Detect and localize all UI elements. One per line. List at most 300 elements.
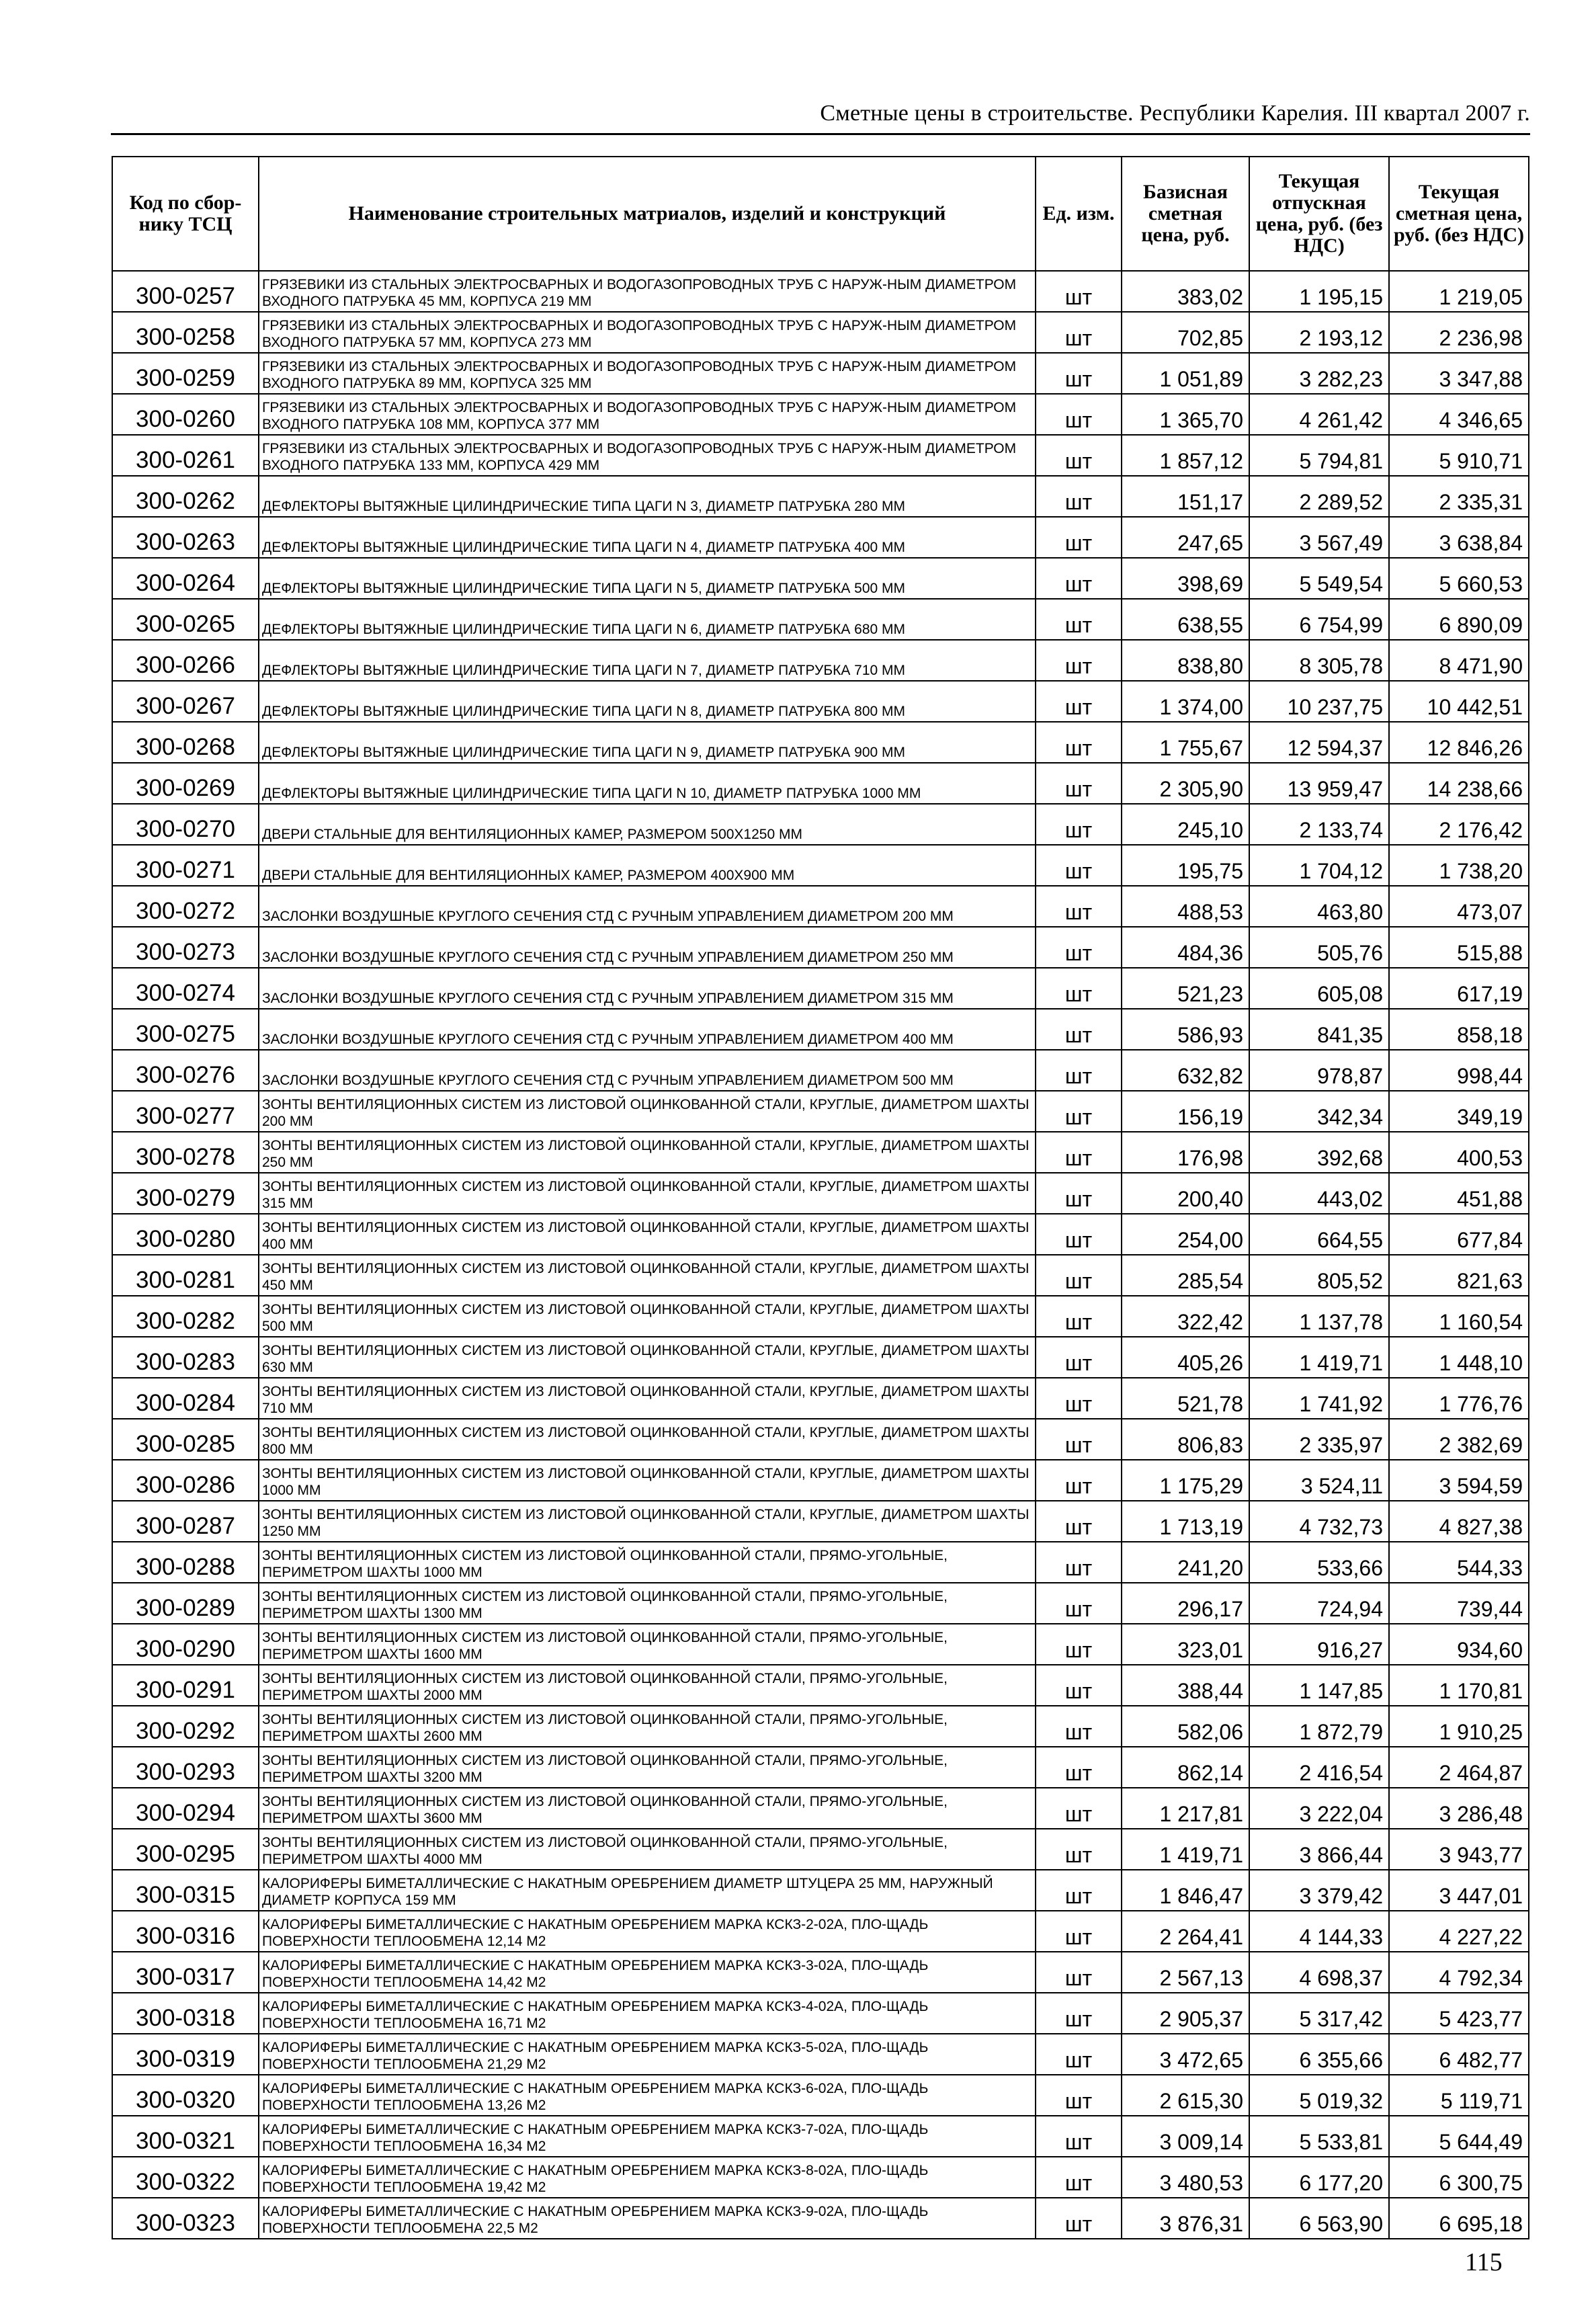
table-row	[112, 517, 1529, 558]
row-base-price: 383,02	[1122, 271, 1249, 312]
row-unit: шт	[1036, 435, 1122, 476]
row-estimate-price: 6 482,77	[1389, 2034, 1529, 2075]
row-base-price: 151,17	[1122, 476, 1249, 517]
row-unit: шт	[1036, 681, 1122, 722]
row-code: 300-0263	[112, 517, 259, 558]
row-name: ЗОНТЫ ВЕНТИЛЯЦИОННЫХ СИСТЕМ ИЗ ЛИСТОВОЙ ОЦИНКОВАННОЙ СТАЛИ, ПРЯМО-УГОЛЬНЫЕ, ПЕРИМЕТРОМ ШАХТЫ 2000 ММ	[259, 1665, 1036, 1706]
row-code: 300-0322	[112, 2157, 259, 2198]
row-release-price: 2 416,54	[1249, 1747, 1389, 1788]
row-release-price: 1 195,15	[1249, 271, 1389, 312]
row-name: ЗОНТЫ ВЕНТИЛЯЦИОННЫХ СИСТЕМ ИЗ ЛИСТОВОЙ ОЦИНКОВАННОЙ СТАЛИ, КРУГЛЫЕ, ДИАМЕТРОМ ШАХТЫ 1000 ММ	[259, 1460, 1036, 1501]
row-release-price: 10 237,75	[1249, 681, 1389, 722]
row-estimate-price: 6 300,75	[1389, 2157, 1529, 2198]
row-name: ГРЯЗЕВИКИ ИЗ СТАЛЬНЫХ ЭЛЕКТРОСВАРНЫХ И ВОДОГАЗОПРОВОДНЫХ ТРУБ С НАРУЖ-НЫМ ДИАМЕТРОМ ВХОДНОГО ПАТРУБКА 108 ММ, КОРПУСА 377 ММ	[259, 394, 1036, 435]
row-code: 300-0272	[112, 886, 259, 927]
row-unit: шт	[1036, 599, 1122, 640]
row-code: 300-0278	[112, 1132, 259, 1173]
table-row	[112, 1501, 1529, 1542]
row-base-price: 484,36	[1122, 927, 1249, 968]
row-base-price: 254,00	[1122, 1214, 1249, 1255]
row-estimate-price: 677,84	[1389, 1214, 1529, 1255]
row-name: ДЕФЛЕКТОРЫ ВЫТЯЖНЫЕ ЦИЛИНДРИЧЕСКИЕ ТИПА ЦАГИ N 9, ДИАМЕТР ПАТРУБКА 900 ММ	[259, 722, 1036, 763]
row-release-price: 2 133,74	[1249, 804, 1389, 845]
row-name: ЗОНТЫ ВЕНТИЛЯЦИОННЫХ СИСТЕМ ИЗ ЛИСТОВОЙ ОЦИНКОВАННОЙ СТАЛИ, КРУГЛЫЕ, ДИАМЕТРОМ ШАХТЫ 710 ММ	[259, 1378, 1036, 1419]
row-base-price: 488,53	[1122, 886, 1249, 927]
row-code: 300-0276	[112, 1050, 259, 1091]
row-release-price: 6 754,99	[1249, 599, 1389, 640]
row-name: КАЛОРИФЕРЫ БИМЕТАЛЛИЧЕСКИЕ С НАКАТНЫМ ОРЕБРЕНИЕМ МАРКА КСКЗ-5-02А, ПЛО-ЩАДЬ ПОВЕРХНОСТИ ТЕПЛООБМЕНА 21,29 М2	[259, 2034, 1036, 2075]
row-estimate-price: 1 170,81	[1389, 1665, 1529, 1706]
row-code: 300-0273	[112, 927, 259, 968]
row-release-price: 1 137,78	[1249, 1296, 1389, 1337]
row-release-price: 6 563,90	[1249, 2198, 1389, 2239]
row-code: 300-0316	[112, 1911, 259, 1952]
row-unit: шт	[1036, 1583, 1122, 1624]
row-base-price: 296,17	[1122, 1583, 1249, 1624]
col-header-current-estimate-price: Текущая сметная цена, руб. (без НДС)	[1389, 157, 1529, 271]
row-name: ЗОНТЫ ВЕНТИЛЯЦИОННЫХ СИСТЕМ ИЗ ЛИСТОВОЙ ОЦИНКОВАННОЙ СТАЛИ, КРУГЛЫЕ, ДИАМЕТРОМ ШАХТЫ 400 ММ	[259, 1214, 1036, 1255]
col-header-current-release-price: Текущая отпускная цена, руб. (без НДС)	[1249, 157, 1389, 271]
row-base-price: 838,80	[1122, 640, 1249, 681]
row-unit: шт	[1036, 2034, 1122, 2075]
table-row	[112, 1870, 1529, 1911]
row-base-price: 322,42	[1122, 1296, 1249, 1337]
row-release-price: 443,02	[1249, 1173, 1389, 1214]
table-body	[112, 271, 1529, 2239]
table-row	[112, 1132, 1529, 1173]
table-row	[112, 2075, 1529, 2116]
row-base-price: 1 857,12	[1122, 435, 1249, 476]
row-unit: шт	[1036, 1624, 1122, 1665]
row-release-price: 5 533,81	[1249, 2116, 1389, 2157]
table-row	[112, 2157, 1529, 2198]
row-base-price: 176,98	[1122, 1132, 1249, 1173]
row-code: 300-0291	[112, 1665, 259, 1706]
row-base-price: 2 567,13	[1122, 1952, 1249, 1993]
row-release-price: 463,80	[1249, 886, 1389, 927]
row-estimate-price: 934,60	[1389, 1624, 1529, 1665]
row-estimate-price: 14 238,66	[1389, 763, 1529, 804]
row-release-price: 4 144,33	[1249, 1911, 1389, 1952]
row-unit: шт	[1036, 1829, 1122, 1870]
row-release-price: 3 866,44	[1249, 1829, 1389, 1870]
row-release-price: 841,35	[1249, 1009, 1389, 1050]
col-header-name: Наименование строительных матриалов, изделий и конструкций	[259, 157, 1036, 271]
row-release-price: 3 379,42	[1249, 1870, 1389, 1911]
row-release-price: 1 741,92	[1249, 1378, 1389, 1419]
row-estimate-price: 3 638,84	[1389, 517, 1529, 558]
row-name: КАЛОРИФЕРЫ БИМЕТАЛЛИЧЕСКИЕ С НАКАТНЫМ ОРЕБРЕНИЕМ МАРКА КСКЗ-6-02А, ПЛО-ЩАДЬ ПОВЕРХНОСТИ ТЕПЛООБМЕНА 13,26 М2	[259, 2075, 1036, 2116]
row-estimate-price: 998,44	[1389, 1050, 1529, 1091]
row-base-price: 3 472,65	[1122, 2034, 1249, 2075]
row-base-price: 2 615,30	[1122, 2075, 1249, 2116]
row-estimate-price: 5 423,77	[1389, 1993, 1529, 2034]
row-name: ЗОНТЫ ВЕНТИЛЯЦИОННЫХ СИСТЕМ ИЗ ЛИСТОВОЙ ОЦИНКОВАННОЙ СТАЛИ, КРУГЛЫЕ, ДИАМЕТРОМ ШАХТЫ 200 ММ	[259, 1091, 1036, 1132]
row-unit: шт	[1036, 968, 1122, 1009]
row-estimate-price: 544,33	[1389, 1542, 1529, 1583]
row-base-price: 632,82	[1122, 1050, 1249, 1091]
table-row	[112, 2116, 1529, 2157]
row-unit: шт	[1036, 1747, 1122, 1788]
row-code: 300-0264	[112, 558, 259, 599]
row-unit: шт	[1036, 804, 1122, 845]
row-base-price: 1 846,47	[1122, 1870, 1249, 1911]
row-name: КАЛОРИФЕРЫ БИМЕТАЛЛИЧЕСКИЕ С НАКАТНЫМ ОРЕБРЕНИЕМ МАРКА КСКЗ-7-02А, ПЛО-ЩАДЬ ПОВЕРХНОСТИ ТЕПЛООБМЕНА 16,34 М2	[259, 2116, 1036, 2157]
row-code: 300-0286	[112, 1460, 259, 1501]
row-code: 300-0268	[112, 722, 259, 763]
table-row	[112, 1419, 1529, 1460]
row-base-price: 3 009,14	[1122, 2116, 1249, 2157]
row-code: 300-0267	[112, 681, 259, 722]
table-row	[112, 1214, 1529, 1255]
row-release-price: 4 732,73	[1249, 1501, 1389, 1542]
table-row	[112, 1091, 1529, 1132]
row-base-price: 195,75	[1122, 845, 1249, 886]
row-name: ЗОНТЫ ВЕНТИЛЯЦИОННЫХ СИСТЕМ ИЗ ЛИСТОВОЙ ОЦИНКОВАННОЙ СТАЛИ, ПРЯМО-УГОЛЬНЫЕ, ПЕРИМЕТРОМ ШАХТЫ 3600 ММ	[259, 1788, 1036, 1829]
row-unit: шт	[1036, 353, 1122, 394]
row-unit: шт	[1036, 1460, 1122, 1501]
row-base-price: 1 419,71	[1122, 1829, 1249, 1870]
page-number: 115	[1465, 2248, 1503, 2276]
row-base-price: 582,06	[1122, 1706, 1249, 1747]
row-name: ЗОНТЫ ВЕНТИЛЯЦИОННЫХ СИСТЕМ ИЗ ЛИСТОВОЙ ОЦИНКОВАННОЙ СТАЛИ, ПРЯМО-УГОЛЬНЫЕ, ПЕРИМЕТРОМ ШАХТЫ 1600 ММ	[259, 1624, 1036, 1665]
row-unit: шт	[1036, 1255, 1122, 1296]
table-row	[112, 558, 1529, 599]
row-unit: шт	[1036, 1050, 1122, 1091]
row-estimate-price: 1 448,10	[1389, 1337, 1529, 1378]
row-name: ЗАСЛОНКИ ВОЗДУШНЫЕ КРУГЛОГО СЕЧЕНИЯ СТД С РУЧНЫМ УПРАВЛЕНИЕМ ДИАМЕТРОМ 400 ММ	[259, 1009, 1036, 1050]
row-estimate-price: 1 776,76	[1389, 1378, 1529, 1419]
col-header-code: Код по сбор-нику ТСЦ	[112, 157, 259, 271]
row-name: ДЕФЛЕКТОРЫ ВЫТЯЖНЫЕ ЦИЛИНДРИЧЕСКИЕ ТИПА ЦАГИ N 3, ДИАМЕТР ПАТРУБКА 280 ММ	[259, 476, 1036, 517]
row-base-price: 586,93	[1122, 1009, 1249, 1050]
table-row	[112, 1050, 1529, 1091]
row-release-price: 392,68	[1249, 1132, 1389, 1173]
row-name: КАЛОРИФЕРЫ БИМЕТАЛЛИЧЕСКИЕ С НАКАТНЫМ ОРЕБРЕНИЕМ МАРКА КСКЗ-2-02А, ПЛО-ЩАДЬ ПОВЕРХНОСТИ ТЕПЛООБМЕНА 12,14 М2	[259, 1911, 1036, 1952]
row-base-price: 1 365,70	[1122, 394, 1249, 435]
row-base-price: 1 374,00	[1122, 681, 1249, 722]
row-estimate-price: 349,19	[1389, 1091, 1529, 1132]
row-name: ЗОНТЫ ВЕНТИЛЯЦИОННЫХ СИСТЕМ ИЗ ЛИСТОВОЙ ОЦИНКОВАННОЙ СТАЛИ, ПРЯМО-УГОЛЬНЫЕ, ПЕРИМЕТРОМ ШАХТЫ 2600 ММ	[259, 1706, 1036, 1747]
row-name: КАЛОРИФЕРЫ БИМЕТАЛЛИЧЕСКИЕ С НАКАТНЫМ ОРЕБРЕНИЕМ МАРКА КСКЗ-8-02А, ПЛО-ЩАДЬ ПОВЕРХНОСТИ ТЕПЛООБМЕНА 19,42 М2	[259, 2157, 1036, 2198]
price-table	[112, 156, 1529, 2239]
row-name: КАЛОРИФЕРЫ БИМЕТАЛЛИЧЕСКИЕ С НАКАТНЫМ ОРЕБРЕНИЕМ ДИАМЕТР ШТУЦЕРА 25 ММ, НАРУЖНЫЙ ДИАМЕТР КОРПУСА 159 ММ	[259, 1870, 1036, 1911]
row-name: ГРЯЗЕВИКИ ИЗ СТАЛЬНЫХ ЭЛЕКТРОСВАРНЫХ И ВОДОГАЗОПРОВОДНЫХ ТРУБ С НАРУЖ-НЫМ ДИАМЕТРОМ ВХОДНОГО ПАТРУБКА 45 ММ, КОРПУСА 219 ММ	[259, 271, 1036, 312]
row-base-price: 405,26	[1122, 1337, 1249, 1378]
table-row	[112, 1706, 1529, 1747]
row-name: ЗОНТЫ ВЕНТИЛЯЦИОННЫХ СИСТЕМ ИЗ ЛИСТОВОЙ ОЦИНКОВАННОЙ СТАЛИ, КРУГЛЫЕ, ДИАМЕТРОМ ШАХТЫ 630 ММ	[259, 1337, 1036, 1378]
row-unit: шт	[1036, 1378, 1122, 1419]
row-name: ДЕФЛЕКТОРЫ ВЫТЯЖНЫЕ ЦИЛИНДРИЧЕСКИЕ ТИПА ЦАГИ N 10, ДИАМЕТР ПАТРУБКА 1000 ММ	[259, 763, 1036, 804]
row-name: ЗАСЛОНКИ ВОЗДУШНЫЕ КРУГЛОГО СЕЧЕНИЯ СТД С РУЧНЫМ УПРАВЛЕНИЕМ ДИАМЕТРОМ 250 ММ	[259, 927, 1036, 968]
table-row	[112, 804, 1529, 845]
row-base-price: 702,85	[1122, 312, 1249, 353]
row-base-price: 3 480,53	[1122, 2157, 1249, 2198]
row-base-price: 247,65	[1122, 517, 1249, 558]
row-code: 300-0287	[112, 1501, 259, 1542]
row-name: ГРЯЗЕВИКИ ИЗ СТАЛЬНЫХ ЭЛЕКТРОСВАРНЫХ И ВОДОГАЗОПРОВОДНЫХ ТРУБ С НАРУЖ-НЫМ ДИАМЕТРОМ ВХОДНОГО ПАТРУБКА 133 ММ, КОРПУСА 429 ММ	[259, 435, 1036, 476]
row-code: 300-0259	[112, 353, 259, 394]
row-code: 300-0258	[112, 312, 259, 353]
row-code: 300-0285	[112, 1419, 259, 1460]
table-row	[112, 1337, 1529, 1378]
row-code: 300-0261	[112, 435, 259, 476]
row-estimate-price: 5 910,71	[1389, 435, 1529, 476]
header-row	[112, 157, 1529, 271]
row-unit: шт	[1036, 1173, 1122, 1214]
row-unit: шт	[1036, 1419, 1122, 1460]
row-code: 300-0270	[112, 804, 259, 845]
row-name: ДВЕРИ СТАЛЬНЫЕ ДЛЯ ВЕНТИЛЯЦИОННЫХ КАМЕР, РАЗМЕРОМ 400Х900 ММ	[259, 845, 1036, 886]
row-estimate-price: 4 827,38	[1389, 1501, 1529, 1542]
row-code: 300-0257	[112, 271, 259, 312]
row-unit: шт	[1036, 763, 1122, 804]
row-code: 300-0266	[112, 640, 259, 681]
table-row	[112, 1993, 1529, 2034]
row-release-price: 3 524,11	[1249, 1460, 1389, 1501]
row-code: 300-0260	[112, 394, 259, 435]
row-unit: шт	[1036, 886, 1122, 927]
row-unit: шт	[1036, 558, 1122, 599]
row-base-price: 521,23	[1122, 968, 1249, 1009]
row-unit: шт	[1036, 517, 1122, 558]
row-base-price: 2 905,37	[1122, 1993, 1249, 2034]
row-unit: шт	[1036, 2157, 1122, 2198]
row-code: 300-0282	[112, 1296, 259, 1337]
row-estimate-price: 3 286,48	[1389, 1788, 1529, 1829]
row-name: ЗОНТЫ ВЕНТИЛЯЦИОННЫХ СИСТЕМ ИЗ ЛИСТОВОЙ ОЦИНКОВАННОЙ СТАЛИ, КРУГЛЫЕ, ДИАМЕТРОМ ШАХТЫ 1250 ММ	[259, 1501, 1036, 1542]
table-row	[112, 640, 1529, 681]
row-name: КАЛОРИФЕРЫ БИМЕТАЛЛИЧЕСКИЕ С НАКАТНЫМ ОРЕБРЕНИЕМ МАРКА КСКЗ-4-02А, ПЛО-ЩАДЬ ПОВЕРХНОСТИ ТЕПЛООБМЕНА 16,71 М2	[259, 1993, 1036, 2034]
row-unit: шт	[1036, 1542, 1122, 1583]
row-code: 300-0271	[112, 845, 259, 886]
table-row	[112, 1255, 1529, 1296]
row-estimate-price: 10 442,51	[1389, 681, 1529, 722]
row-release-price: 6 177,20	[1249, 2157, 1389, 2198]
row-base-price: 1 175,29	[1122, 1460, 1249, 1501]
row-base-price: 245,10	[1122, 804, 1249, 845]
row-release-price: 12 594,37	[1249, 722, 1389, 763]
row-base-price: 398,69	[1122, 558, 1249, 599]
row-name: ГРЯЗЕВИКИ ИЗ СТАЛЬНЫХ ЭЛЕКТРОСВАРНЫХ И ВОДОГАЗОПРОВОДНЫХ ТРУБ С НАРУЖ-НЫМ ДИАМЕТРОМ ВХОДНОГО ПАТРУБКА 89 ММ, КОРПУСА 325 ММ	[259, 353, 1036, 394]
table-row	[112, 1829, 1529, 1870]
row-estimate-price: 2 335,31	[1389, 476, 1529, 517]
row-code: 300-0317	[112, 1952, 259, 1993]
row-estimate-price: 5 660,53	[1389, 558, 1529, 599]
row-base-price: 285,54	[1122, 1255, 1249, 1296]
col-header-unit: Ед. изм.	[1036, 157, 1122, 271]
row-unit: шт	[1036, 1870, 1122, 1911]
row-name: ЗАСЛОНКИ ВОЗДУШНЫЕ КРУГЛОГО СЕЧЕНИЯ СТД С РУЧНЫМ УПРАВЛЕНИЕМ ДИАМЕТРОМ 500 ММ	[259, 1050, 1036, 1091]
row-code: 300-0292	[112, 1706, 259, 1747]
row-name: ЗОНТЫ ВЕНТИЛЯЦИОННЫХ СИСТЕМ ИЗ ЛИСТОВОЙ ОЦИНКОВАННОЙ СТАЛИ, КРУГЛЫЕ, ДИАМЕТРОМ ШАХТЫ 315 ММ	[259, 1173, 1036, 1214]
row-release-price: 533,66	[1249, 1542, 1389, 1583]
table-row	[112, 763, 1529, 804]
table-row	[112, 1665, 1529, 1706]
row-unit: шт	[1036, 1911, 1122, 1952]
row-name: ЗОНТЫ ВЕНТИЛЯЦИОННЫХ СИСТЕМ ИЗ ЛИСТОВОЙ ОЦИНКОВАННОЙ СТАЛИ, ПРЯМО-УГОЛЬНЫЕ, ПЕРИМЕТРОМ ШАХТЫ 3200 ММ	[259, 1747, 1036, 1788]
row-estimate-price: 617,19	[1389, 968, 1529, 1009]
row-unit: шт	[1036, 1009, 1122, 1050]
row-estimate-price: 3 594,59	[1389, 1460, 1529, 1501]
row-estimate-price: 821,63	[1389, 1255, 1529, 1296]
row-unit: шт	[1036, 1952, 1122, 1993]
row-unit: шт	[1036, 476, 1122, 517]
row-release-price: 2 193,12	[1249, 312, 1389, 353]
row-release-price: 916,27	[1249, 1624, 1389, 1665]
row-estimate-price: 6 695,18	[1389, 2198, 1529, 2239]
running-header: Сметные цены в строительстве. Республики Карелия. III квартал 2007 г.	[820, 101, 1530, 126]
row-estimate-price: 1 738,20	[1389, 845, 1529, 886]
row-name: ДВЕРИ СТАЛЬНЫЕ ДЛЯ ВЕНТИЛЯЦИОННЫХ КАМЕР, РАЗМЕРОМ 500Х1250 ММ	[259, 804, 1036, 845]
row-code: 300-0279	[112, 1173, 259, 1214]
row-estimate-price: 2 236,98	[1389, 312, 1529, 353]
table-row	[112, 1296, 1529, 1337]
row-estimate-price: 4 792,34	[1389, 1952, 1529, 1993]
row-release-price: 978,87	[1249, 1050, 1389, 1091]
row-name: ДЕФЛЕКТОРЫ ВЫТЯЖНЫЕ ЦИЛИНДРИЧЕСКИЕ ТИПА ЦАГИ N 7, ДИАМЕТР ПАТРУБКА 710 ММ	[259, 640, 1036, 681]
row-base-price: 241,20	[1122, 1542, 1249, 1583]
table-row	[112, 1952, 1529, 1993]
row-unit: шт	[1036, 1296, 1122, 1337]
row-unit: шт	[1036, 2116, 1122, 2157]
row-release-price: 2 289,52	[1249, 476, 1389, 517]
row-unit: шт	[1036, 2075, 1122, 2116]
row-release-price: 505,76	[1249, 927, 1389, 968]
row-estimate-price: 4 227,22	[1389, 1911, 1529, 1952]
row-estimate-price: 2 464,87	[1389, 1747, 1529, 1788]
row-unit: шт	[1036, 640, 1122, 681]
row-name: ЗОНТЫ ВЕНТИЛЯЦИОННЫХ СИСТЕМ ИЗ ЛИСТОВОЙ ОЦИНКОВАННОЙ СТАЛИ, КРУГЛЫЕ, ДИАМЕТРОМ ШАХТЫ 800 ММ	[259, 1419, 1036, 1460]
row-unit: шт	[1036, 1993, 1122, 2034]
row-base-price: 2 305,90	[1122, 763, 1249, 804]
row-estimate-price: 5 644,49	[1389, 2116, 1529, 2157]
table-row	[112, 1583, 1529, 1624]
row-release-price: 3 282,23	[1249, 353, 1389, 394]
row-estimate-price: 400,53	[1389, 1132, 1529, 1173]
row-code: 300-0290	[112, 1624, 259, 1665]
table-row	[112, 927, 1529, 968]
row-code: 300-0281	[112, 1255, 259, 1296]
table-row	[112, 1542, 1529, 1583]
row-name: ЗОНТЫ ВЕНТИЛЯЦИОННЫХ СИСТЕМ ИЗ ЛИСТОВОЙ ОЦИНКОВАННОЙ СТАЛИ, ПРЯМО-УГОЛЬНЫЕ, ПЕРИМЕТРОМ ШАХТЫ 4000 ММ	[259, 1829, 1036, 1870]
row-estimate-price: 739,44	[1389, 1583, 1529, 1624]
row-base-price: 862,14	[1122, 1747, 1249, 1788]
row-unit: шт	[1036, 312, 1122, 353]
row-code: 300-0288	[112, 1542, 259, 1583]
row-base-price: 200,40	[1122, 1173, 1249, 1214]
row-code: 300-0277	[112, 1091, 259, 1132]
row-release-price: 3 567,49	[1249, 517, 1389, 558]
row-release-price: 1 872,79	[1249, 1706, 1389, 1747]
row-unit: шт	[1036, 2198, 1122, 2239]
row-release-price: 1 419,71	[1249, 1337, 1389, 1378]
row-release-price: 2 335,97	[1249, 1419, 1389, 1460]
row-unit: шт	[1036, 927, 1122, 968]
row-base-price: 1 713,19	[1122, 1501, 1249, 1542]
row-release-price: 6 355,66	[1249, 2034, 1389, 2075]
row-code: 300-0283	[112, 1337, 259, 1378]
table-row	[112, 435, 1529, 476]
row-code: 300-0262	[112, 476, 259, 517]
row-release-price: 605,08	[1249, 968, 1389, 1009]
row-name: ДЕФЛЕКТОРЫ ВЫТЯЖНЫЕ ЦИЛИНДРИЧЕСКИЕ ТИПА ЦАГИ N 6, ДИАМЕТР ПАТРУБКА 680 ММ	[259, 599, 1036, 640]
row-estimate-price: 5 119,71	[1389, 2075, 1529, 2116]
row-unit: шт	[1036, 1706, 1122, 1747]
row-unit: шт	[1036, 1788, 1122, 1829]
row-code: 300-0269	[112, 763, 259, 804]
row-release-price: 5 019,32	[1249, 2075, 1389, 2116]
row-release-price: 342,34	[1249, 1091, 1389, 1132]
table-row	[112, 312, 1529, 353]
row-release-price: 8 305,78	[1249, 640, 1389, 681]
table-row	[112, 599, 1529, 640]
table-row	[112, 1911, 1529, 1952]
row-code: 300-0284	[112, 1378, 259, 1419]
table-header	[112, 157, 1529, 271]
table-row	[112, 394, 1529, 435]
row-estimate-price: 8 471,90	[1389, 640, 1529, 681]
row-release-price: 5 549,54	[1249, 558, 1389, 599]
table-row	[112, 476, 1529, 517]
table-row	[112, 271, 1529, 312]
header-divider	[111, 133, 1530, 135]
row-name: ДЕФЛЕКТОРЫ ВЫТЯЖНЫЕ ЦИЛИНДРИЧЕСКИЕ ТИПА ЦАГИ N 8, ДИАМЕТР ПАТРУБКА 800 ММ	[259, 681, 1036, 722]
row-name: ЗАСЛОНКИ ВОЗДУШНЫЕ КРУГЛОГО СЕЧЕНИЯ СТД С РУЧНЫМ УПРАВЛЕНИЕМ ДИАМЕТРОМ 200 ММ	[259, 886, 1036, 927]
table-row	[112, 886, 1529, 927]
row-unit: шт	[1036, 1501, 1122, 1542]
row-unit: шт	[1036, 1091, 1122, 1132]
row-estimate-price: 3 447,01	[1389, 1870, 1529, 1911]
row-name: ГРЯЗЕВИКИ ИЗ СТАЛЬНЫХ ЭЛЕКТРОСВАРНЫХ И ВОДОГАЗОПРОВОДНЫХ ТРУБ С НАРУЖ-НЫМ ДИАМЕТРОМ ВХОДНОГО ПАТРУБКА 57 ММ, КОРПУСА 273 ММ	[259, 312, 1036, 353]
table-row	[112, 2034, 1529, 2075]
row-base-price: 806,83	[1122, 1419, 1249, 1460]
row-name: ЗОНТЫ ВЕНТИЛЯЦИОННЫХ СИСТЕМ ИЗ ЛИСТОВОЙ ОЦИНКОВАННОЙ СТАЛИ, ПРЯМО-УГОЛЬНЫЕ, ПЕРИМЕТРОМ ШАХТЫ 1000 ММ	[259, 1542, 1036, 1583]
col-header-base-price: Базисная сметная цена, руб.	[1122, 157, 1249, 271]
row-estimate-price: 451,88	[1389, 1173, 1529, 1214]
row-base-price: 1 051,89	[1122, 353, 1249, 394]
row-name: КАЛОРИФЕРЫ БИМЕТАЛЛИЧЕСКИЕ С НАКАТНЫМ ОРЕБРЕНИЕМ МАРКА КСКЗ-9-02А, ПЛО-ЩАДЬ ПОВЕРХНОСТИ ТЕПЛООБМЕНА 22,5 М2	[259, 2198, 1036, 2239]
row-unit: шт	[1036, 1132, 1122, 1173]
row-release-price: 1 704,12	[1249, 845, 1389, 886]
table-row	[112, 1788, 1529, 1829]
row-unit: шт	[1036, 845, 1122, 886]
row-unit: шт	[1036, 271, 1122, 312]
row-code: 300-0295	[112, 1829, 259, 1870]
row-base-price: 1 217,81	[1122, 1788, 1249, 1829]
row-code: 300-0289	[112, 1583, 259, 1624]
row-estimate-price: 2 382,69	[1389, 1419, 1529, 1460]
row-unit: шт	[1036, 1337, 1122, 1378]
row-code: 300-0315	[112, 1870, 259, 1911]
row-release-price: 4 261,42	[1249, 394, 1389, 435]
row-name: ЗОНТЫ ВЕНТИЛЯЦИОННЫХ СИСТЕМ ИЗ ЛИСТОВОЙ ОЦИНКОВАННОЙ СТАЛИ, КРУГЛЫЕ, ДИАМЕТРОМ ШАХТЫ 500 ММ	[259, 1296, 1036, 1337]
table-row	[112, 845, 1529, 886]
row-release-price: 5 317,42	[1249, 1993, 1389, 2034]
row-estimate-price: 3 347,88	[1389, 353, 1529, 394]
row-code: 300-0275	[112, 1009, 259, 1050]
row-name: ЗОНТЫ ВЕНТИЛЯЦИОННЫХ СИСТЕМ ИЗ ЛИСТОВОЙ ОЦИНКОВАННОЙ СТАЛИ, ПРЯМО-УГОЛЬНЫЕ, ПЕРИМЕТРОМ ШАХТЫ 1300 ММ	[259, 1583, 1036, 1624]
row-name: ДЕФЛЕКТОРЫ ВЫТЯЖНЫЕ ЦИЛИНДРИЧЕСКИЕ ТИПА ЦАГИ N 5, ДИАМЕТР ПАТРУБКА 500 ММ	[259, 558, 1036, 599]
row-name: КАЛОРИФЕРЫ БИМЕТАЛЛИЧЕСКИЕ С НАКАТНЫМ ОРЕБРЕНИЕМ МАРКА КСКЗ-3-02А, ПЛО-ЩАДЬ ПОВЕРХНОСТИ ТЕПЛООБМЕНА 14,42 М2	[259, 1952, 1036, 1993]
row-code: 300-0280	[112, 1214, 259, 1255]
row-estimate-price: 6 890,09	[1389, 599, 1529, 640]
row-base-price: 1 755,67	[1122, 722, 1249, 763]
row-code: 300-0323	[112, 2198, 259, 2239]
row-base-price: 156,19	[1122, 1091, 1249, 1132]
row-name: ЗАСЛОНКИ ВОЗДУШНЫЕ КРУГЛОГО СЕЧЕНИЯ СТД С РУЧНЫМ УПРАВЛЕНИЕМ ДИАМЕТРОМ 315 ММ	[259, 968, 1036, 1009]
table-row	[112, 681, 1529, 722]
